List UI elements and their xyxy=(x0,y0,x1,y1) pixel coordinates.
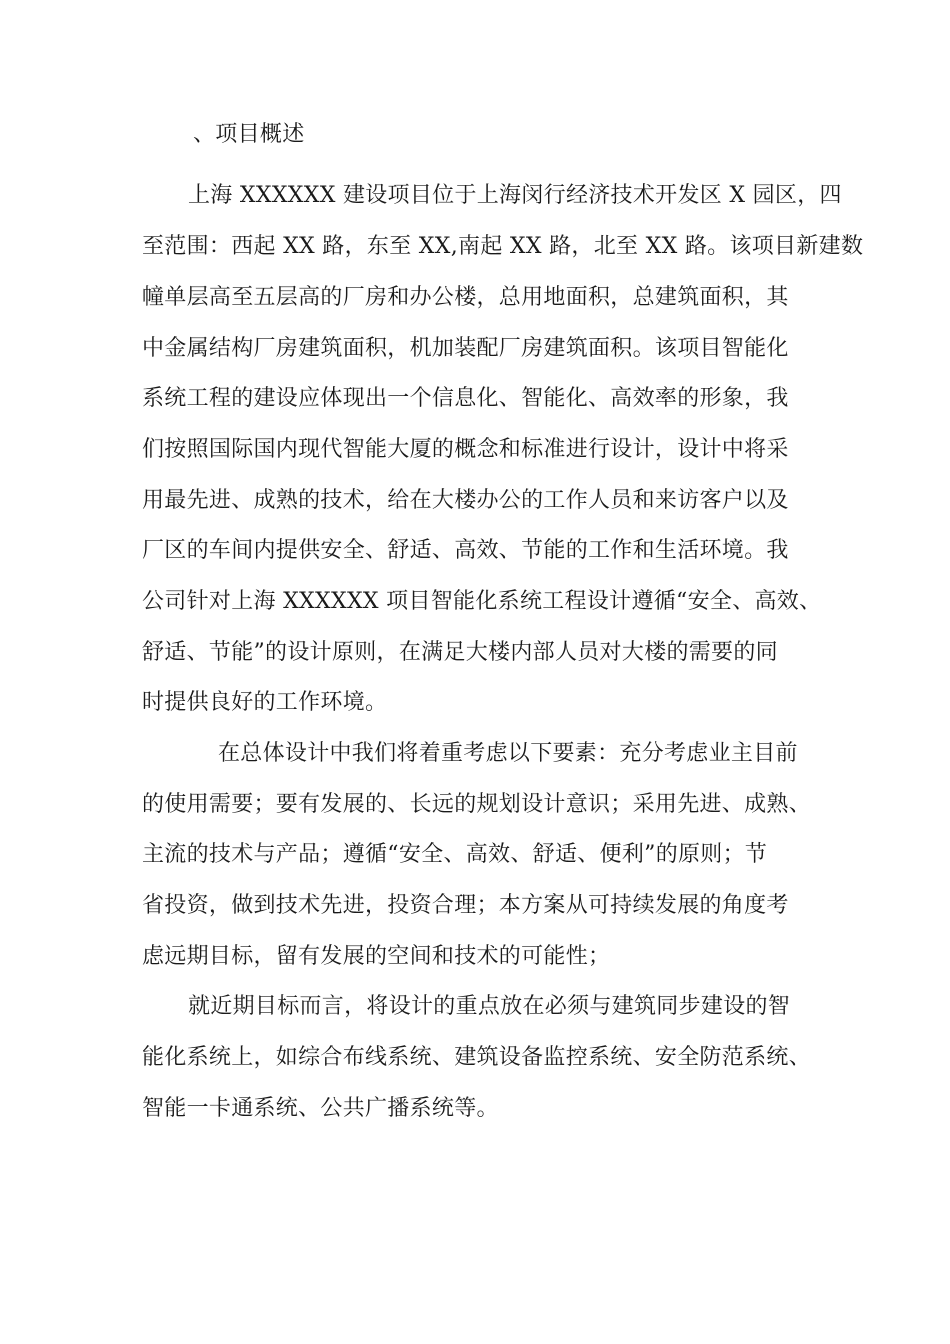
paragraph-line: 用最先进、成熟的技术，给在大楼办公的工作人员和来访客户以及 xyxy=(142,488,789,513)
paragraph-line: 智能一卡通系统、公共广播系统等。 xyxy=(142,1096,499,1121)
paragraph-line: 在总体设计中我们将着重考虑以下要素：充分考虑业主目前 xyxy=(218,741,798,766)
paragraph-line: 系统工程的建设应体现出一个信息化、智能化、高效率的形象，我 xyxy=(142,386,789,411)
paragraph-line: 主流的技术与产品；遵循“安全、高效、舒适、便利”的原则；节 xyxy=(142,842,768,867)
paragraph-line: 公司针对上海 XXXXXX 项目智能化系统工程设计遵循“安全、高效、 xyxy=(142,589,822,614)
paragraph-line: 省投资，做到技术先进，投资合理；本方案从可持续发展的角度考 xyxy=(142,893,789,918)
paragraph-line: 们按照国际国内现代智能大厦的概念和标准进行设计，设计中将采 xyxy=(142,437,789,462)
paragraph-line: 就近期目标而言，将设计的重点放在必须与建筑同步建设的智 xyxy=(188,994,791,1019)
paragraph-line: 厂区的车间内提供安全、舒适、高效、节能的工作和生活环境。我 xyxy=(142,538,789,563)
paragraph-line: 舒适、节能”的设计原则，在满足大楼内部人员对大楼的需要的同 xyxy=(142,640,778,665)
paragraph-line: 时提供良好的工作环境。 xyxy=(142,690,388,715)
paragraph-line: 虑远期目标，留有发展的空间和技术的可能性； xyxy=(142,944,611,969)
paragraph-line: 上海 XXXXXX 建设项目位于上海闵行经济技术开发区 X 园区，四 xyxy=(188,183,842,208)
paragraph-line: 幢单层高至五层高的厂房和办公楼，总用地面积，总建筑面积，其 xyxy=(142,285,789,310)
section-heading: 、项目概述 xyxy=(193,122,305,147)
paragraph-line: 中金属结构厂房建筑面积，机加装配厂房建筑面积。该项目智能化 xyxy=(142,336,789,361)
paragraph-line: 至范围：西起 XX 路，东至 XX,南起 XX 路，北至 XX 路。该项目新建数 xyxy=(142,234,864,259)
paragraph-line: 的使用需要；要有发展的、长远的规划设计意识；采用先进、成熟、 xyxy=(142,792,812,817)
paragraph-line: 能化系统上，如综合布线系统、建筑设备监控系统、安全防范系统、 xyxy=(142,1045,812,1070)
